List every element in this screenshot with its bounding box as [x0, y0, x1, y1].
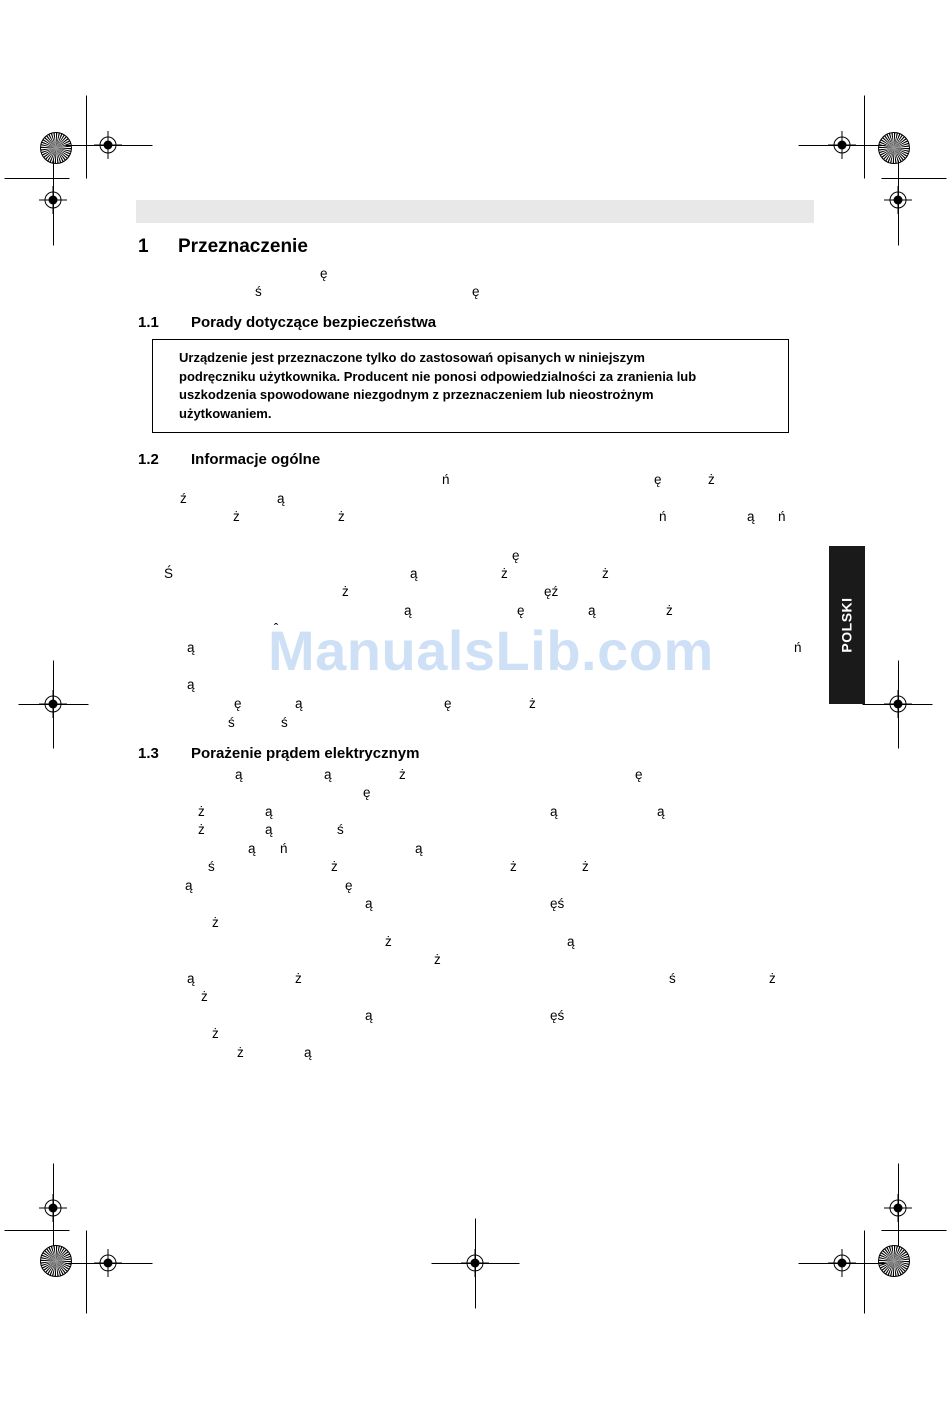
diacritic-fragment: Ś — [164, 566, 174, 581]
crop-mark-line — [86, 1230, 87, 1314]
diacritic-fragment: ę — [345, 878, 353, 893]
diacritic-fragment: ż — [510, 859, 517, 874]
crop-mark-line — [4, 178, 70, 179]
diacritic-fragment: ń — [659, 509, 667, 524]
diacritic-fragment: ń — [794, 640, 802, 655]
section-1-3-number: 1.3 — [138, 745, 159, 762]
watermark: ManualsLib.com — [268, 619, 714, 682]
crop-mark-line — [86, 95, 87, 179]
crop-mark-line — [53, 160, 54, 246]
diacritic-fragment: ą — [185, 878, 193, 893]
diacritic-fragment: ą — [365, 896, 373, 911]
warning-box — [152, 339, 789, 433]
diacritic-fragment: ę — [320, 266, 328, 281]
crop-mark-line — [4, 1230, 70, 1231]
diacritic-fragment: ę — [472, 284, 480, 299]
diacritic-fragment: ę — [654, 472, 662, 487]
diacritic-fragment: ś — [255, 284, 262, 299]
crop-mark-line — [864, 1230, 865, 1314]
diacritic-fragment: ż — [212, 1026, 219, 1041]
diacritic-fragment: ż — [198, 804, 205, 819]
diacritic-fragment: ą — [415, 841, 423, 856]
diacritic-fragment: ę — [512, 548, 520, 563]
warning-line: podręczniku użytkownika. Producent nie ponosi odpowiedzialności za zranienia lub — [179, 368, 697, 384]
section-1-1-title: Porady dotyczące bezpieczeństwa — [191, 314, 437, 331]
diacritic-fragment: ą — [277, 491, 285, 506]
diacritic-fragment: ż — [342, 584, 349, 599]
crop-mark-line — [864, 95, 865, 179]
diacritic-fragment: ż — [529, 696, 536, 711]
diacritic-fragment: ą — [657, 804, 665, 819]
color-bar-star-icon — [877, 1244, 911, 1278]
crop-mark-line — [898, 1163, 899, 1253]
diacritic-fragment: ń — [280, 841, 288, 856]
section-1-number: 1 — [138, 236, 149, 257]
section-1-2-title: Informacje ogólne — [191, 451, 321, 468]
diacritic-fragment: ż — [434, 952, 441, 967]
diacritic-fragment: ż — [237, 1045, 244, 1060]
warning-line: użytkowaniem. — [179, 405, 272, 421]
section-1-3-title: Porażenie prądem elektrycznym — [191, 745, 420, 762]
diacritic-fragment: ą — [410, 566, 418, 581]
section-1-1-number: 1.1 — [138, 314, 159, 331]
diacritic-fragment: ż — [295, 971, 302, 986]
crop-mark-line — [65, 145, 153, 146]
diacritic-fragment: ą — [588, 603, 596, 618]
diacritic-fragment: ą — [187, 677, 195, 692]
section-1-title: Przeznaczenie — [178, 236, 308, 257]
crop-mark-line — [898, 160, 899, 246]
crop-mark-line — [862, 704, 933, 705]
section-1-2-number: 1.2 — [138, 451, 159, 468]
diacritic-fragment: ż — [198, 822, 205, 837]
diacritic-fragment: ą — [550, 804, 558, 819]
diacritic-fragment: ą — [187, 971, 195, 986]
diacritic-fragment: ź — [180, 491, 187, 506]
diacritic-fragment: ż — [399, 767, 406, 782]
language-side-tab — [829, 546, 865, 704]
crop-mark-line — [798, 1263, 886, 1264]
diacritic-fragment: ś — [228, 715, 235, 730]
crop-mark-line — [798, 145, 886, 146]
diacritic-fragment: ż — [602, 566, 609, 581]
language-side-tab-label: POLSKI — [839, 597, 855, 653]
color-bar-star-icon — [39, 131, 73, 165]
crop-mark-line — [881, 1230, 947, 1231]
diacritic-fragment: ą — [265, 822, 273, 837]
crop-mark-line — [881, 178, 947, 179]
diacritic-fragment: ż — [233, 509, 240, 524]
diacritic-fragment: ą — [304, 1045, 312, 1060]
diacritic-fragment: ż — [501, 566, 508, 581]
color-bar-star-icon — [39, 1244, 73, 1278]
diacritic-fragment: ż — [201, 989, 208, 1004]
diacritic-fragment: ą — [747, 509, 755, 524]
crop-mark-line — [65, 1263, 153, 1264]
diacritic-fragment: ą — [365, 1008, 373, 1023]
diacritic-fragment: ż — [666, 603, 673, 618]
diacritic-fragment: ń — [778, 509, 786, 524]
diacritic-fragment: ą — [295, 696, 303, 711]
diacritic-fragment: ż — [338, 509, 345, 524]
diacritic-fragment: ęś — [550, 896, 565, 911]
diacritic-fragment: ż — [769, 971, 776, 986]
diacritic-fragment: ż — [212, 915, 219, 930]
diacritic-fragment: ą — [404, 603, 412, 618]
diacritic-fragment: ą — [187, 640, 195, 655]
header-bar — [136, 200, 814, 223]
diacritic-fragment: ż — [385, 934, 392, 949]
diacritic-fragment: ż — [331, 859, 338, 874]
diacritic-fragment: ę — [444, 696, 452, 711]
diacritic-fragment: ę — [517, 603, 525, 618]
diacritic-fragment: ą — [324, 767, 332, 782]
diacritic-fragment: ż — [708, 472, 715, 487]
diacritic-fragment: ą — [265, 804, 273, 819]
diacritic-fragment: ą — [248, 841, 256, 856]
color-bar-star-icon — [877, 131, 911, 165]
crop-mark-line — [18, 704, 89, 705]
warning-line: uszkodzenia spowodowane niezgodnym z przeznaczeniem lub nieostrożnym — [179, 387, 654, 402]
diacritic-fragment: ęź — [544, 584, 559, 599]
diacritic-fragment: ę — [234, 696, 242, 711]
diacritic-fragment: ś — [337, 822, 344, 837]
crop-mark-line — [53, 1163, 54, 1253]
diacritic-fragment: ś — [208, 859, 215, 874]
diacritic-fragment: ś — [281, 715, 288, 730]
diacritic-fragment: ś — [669, 971, 676, 986]
warning-line: Urządzenie jest przeznaczone tylko do zastosowań opisanych w niniejszym — [179, 350, 645, 365]
crop-mark-line — [431, 1263, 520, 1264]
diacritic-fragment: ą — [235, 767, 243, 782]
diacritic-fragment: ę — [635, 767, 643, 782]
diacritic-fragment: ę — [363, 785, 371, 800]
diacritic-fragment: ęś — [550, 1008, 565, 1023]
diacritic-fragment: ń — [442, 472, 450, 487]
diacritic-fragment: ż — [582, 859, 589, 874]
diacritic-fragment: ą — [567, 934, 575, 949]
